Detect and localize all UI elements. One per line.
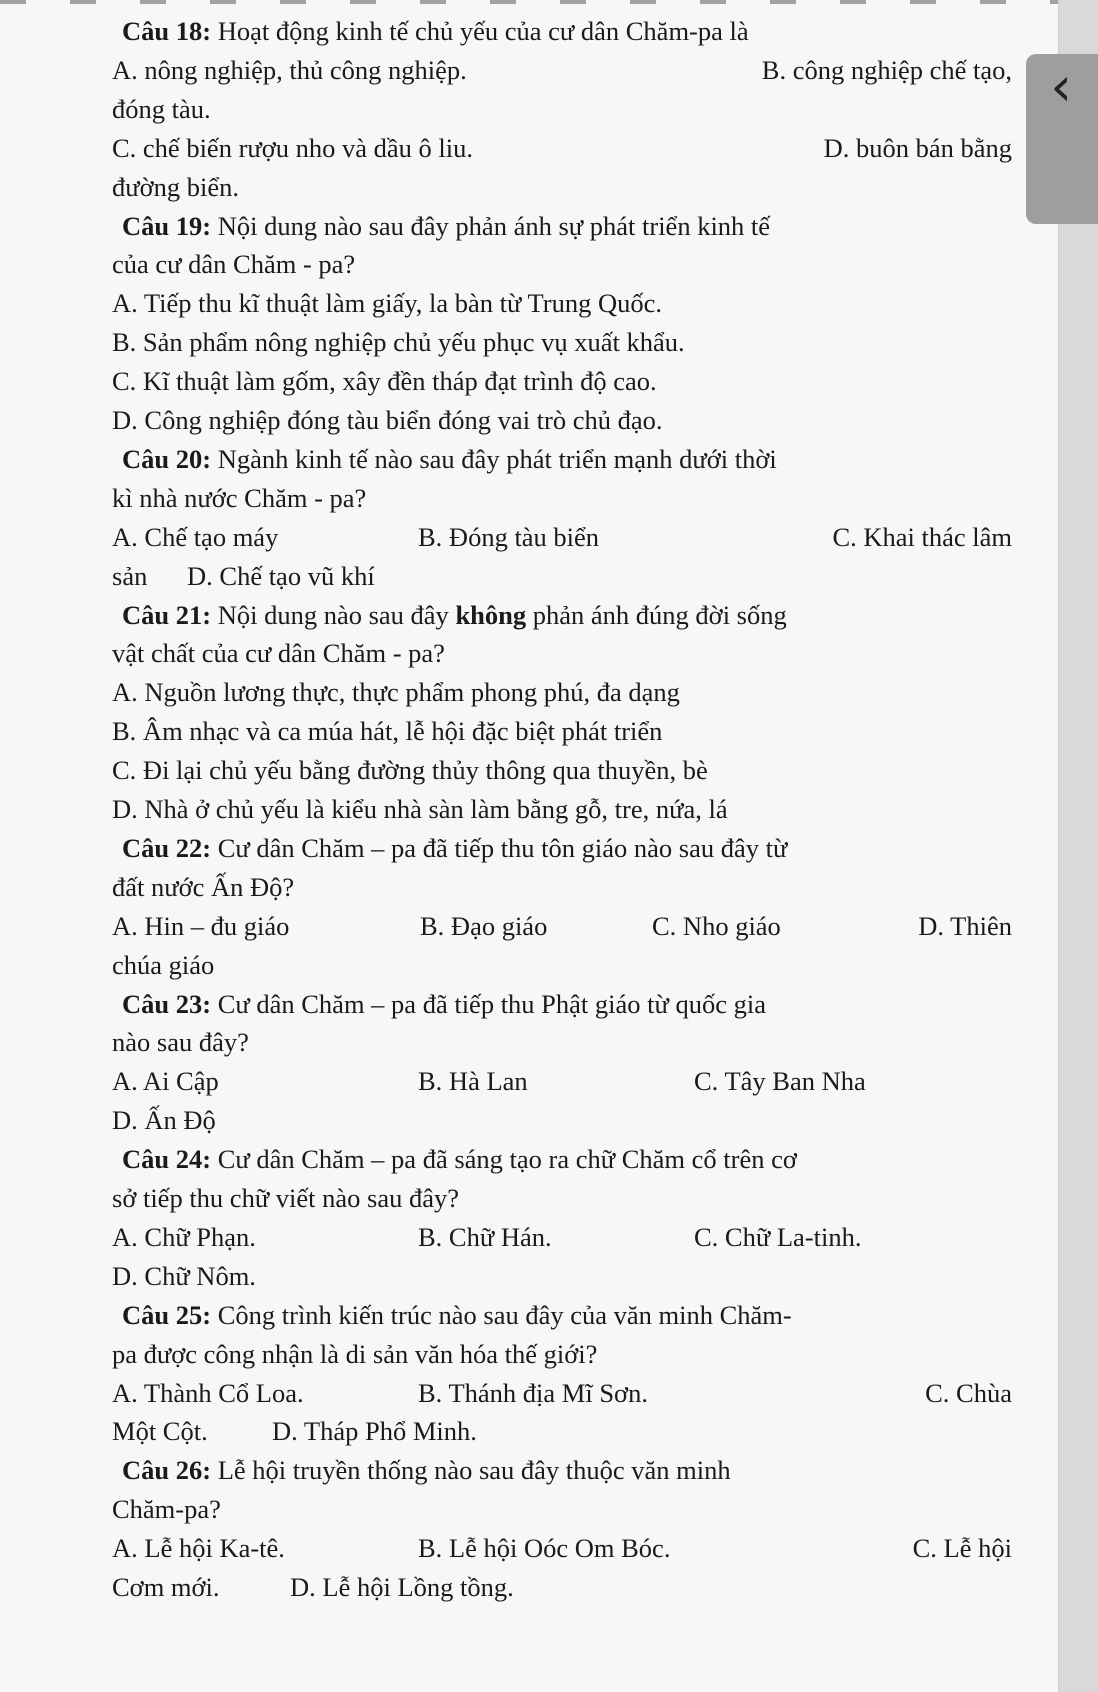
answer-option: D. Chế tạo vũ khí xyxy=(187,560,375,591)
text-run: B. Sản phẩm nông nghiệp chủ yếu phục vụ xuất khẩu. xyxy=(112,327,685,358)
bold-text: Câu 26: xyxy=(122,1455,212,1486)
answer-option: B. Đóng tàu biển xyxy=(418,521,600,552)
answer-line xyxy=(112,1570,220,1604)
answer-line xyxy=(112,948,214,982)
answer-line xyxy=(112,1376,304,1410)
text-run: A. Nguồn lương thực, thực phẩm phong phú, đa dạng xyxy=(112,677,680,708)
answer-option-right: D. buôn bán bằng xyxy=(823,132,1012,163)
answer-line xyxy=(112,325,685,359)
text-run: C. Đi lại chủ yếu bằng đường thủy thông qua thuyền, bè xyxy=(112,755,708,786)
text-run: D. Nhà ở chủ yếu là kiểu nhà sàn làm bằng gỗ, tre, nứa, lá xyxy=(112,794,728,824)
bold-text: Câu 22: xyxy=(122,832,212,863)
answer-option: B. Lễ hội Oóc Om Bóc. xyxy=(418,1533,671,1564)
text-run: A. Chế tạo máy xyxy=(112,521,279,552)
text-run: Cơm mới. xyxy=(112,1572,220,1602)
answer-option: B. Thánh địa Mĩ Sơn. xyxy=(418,1377,648,1408)
answer-option: B. Đạo giáo xyxy=(420,910,548,941)
text-run: sản xyxy=(112,560,148,591)
text-run: Hoạt động kinh tế chủ yếu của cư dân Chăm-pa là xyxy=(211,16,749,46)
answer-line xyxy=(112,1181,459,1215)
back-tab[interactable] xyxy=(1026,54,1098,224)
text-run: A. Ai Cập xyxy=(112,1066,219,1097)
text-run: A. Hin – đu giáo xyxy=(112,910,290,941)
answer-option: D. Lễ hội Lồng tồng. xyxy=(290,1572,514,1602)
bold-text: Câu 20: xyxy=(122,443,212,474)
text-run: Cư dân Chăm – pa đã sáng tạo ra chữ Chăm cổ trên cơ xyxy=(211,1144,797,1175)
answer-line xyxy=(112,403,663,437)
text-run: đường biển. xyxy=(112,171,240,202)
answer-line xyxy=(112,714,662,748)
question-line xyxy=(122,442,777,476)
chevron-left-icon[interactable]: ‹ xyxy=(1050,55,1072,118)
answer-line xyxy=(112,1220,256,1254)
text-run: A. Lễ hội Ka-tê. xyxy=(112,1533,285,1564)
answer-line xyxy=(112,1492,221,1526)
text-run: D. Ấn Độ xyxy=(112,1105,216,1136)
text-run: đóng tàu. xyxy=(112,93,211,124)
answer-option: B. Chữ Hán. xyxy=(418,1221,552,1252)
answer-option: C. Nho giáo xyxy=(652,910,781,941)
bold-text: Câu 19: xyxy=(122,210,212,241)
text-run: Công trình kiến trúc nào sau đây của văn minh Chăm- xyxy=(211,1299,792,1330)
text-run: pa được công nhận là di sản văn hóa thế giới? xyxy=(112,1338,598,1369)
bold-text: không xyxy=(455,599,527,630)
text-run: A. Thành Cổ Loa. xyxy=(112,1377,304,1408)
answer-line xyxy=(112,1414,208,1448)
answer-line xyxy=(112,247,355,281)
text-run: nào sau đây? xyxy=(112,1027,249,1058)
answer-line xyxy=(112,92,211,126)
answer-option-right: B. công nghiệp chế tạo, xyxy=(761,54,1012,85)
answer-line xyxy=(112,870,294,904)
answer-option: C. Tây Ban Nha xyxy=(694,1066,866,1097)
text-run: C. Kĩ thuật làm gốm, xây đền tháp đạt trình độ cao. xyxy=(112,366,657,397)
text-run: B. Âm nhạc và ca múa hát, lễ hội đặc biệt phát triển xyxy=(112,716,663,747)
text-run: Lễ hội truyền thống nào sau đây thuộc văn minh xyxy=(211,1455,731,1486)
text-run: Nội dung nào sau đây phản ánh sự phát triển kinh tế xyxy=(211,210,771,241)
text-run: đất nước Ấn Độ? xyxy=(112,871,295,902)
text-run: D. Công nghiệp đóng tàu biển đóng vai trò chủ đạo. xyxy=(112,405,663,435)
answer-line xyxy=(112,364,657,398)
answer-line xyxy=(112,53,467,87)
answer-option-right: C. Lễ hội xyxy=(912,1533,1012,1564)
question-line xyxy=(122,1298,792,1332)
question-line xyxy=(122,209,770,243)
answer-option-right: C. Chùa xyxy=(925,1377,1012,1408)
answer-option: D. Tháp Phổ Minh. xyxy=(272,1416,477,1447)
bold-text: Câu 23: xyxy=(122,988,212,1019)
cut-off-previous-line xyxy=(0,0,1058,4)
text-run: sở tiếp thu chữ viết nào sau đây? xyxy=(112,1183,460,1213)
answer-line xyxy=(112,1531,285,1565)
answer-line xyxy=(112,286,662,320)
question-line xyxy=(122,14,749,48)
text-run: C. chế biến rượu nho và dầu ô liu. xyxy=(112,132,474,163)
answer-option: C. Chữ La-tinh. xyxy=(694,1221,862,1252)
answer-line xyxy=(112,520,278,554)
answer-line xyxy=(112,481,366,515)
question-line xyxy=(122,987,766,1021)
bold-text: Câu 18: xyxy=(122,16,212,46)
text-run: D. Chữ Nôm. xyxy=(112,1260,256,1291)
answer-line xyxy=(112,675,680,709)
answer-line xyxy=(112,131,473,165)
answer-line xyxy=(112,792,728,826)
answer-line xyxy=(112,170,239,204)
question-line xyxy=(122,1142,797,1176)
text-run: A. Tiếp thu kĩ thuật làm giấy, la bàn từ Trung Quốc. xyxy=(112,288,663,319)
bold-text: Câu 25: xyxy=(122,1299,212,1330)
answer-option: B. Hà Lan xyxy=(418,1066,528,1097)
text-run: kì nhà nước Chăm - pa? xyxy=(112,482,367,513)
text-run: Chăm-pa? xyxy=(112,1494,221,1525)
answer-line xyxy=(112,559,147,593)
text-run: phản ánh đúng đời sống xyxy=(526,599,787,630)
text-run: của cư dân Chăm - pa? xyxy=(112,249,356,280)
answer-line xyxy=(112,909,289,943)
question-line xyxy=(122,831,787,865)
text-run: A. nông nghiệp, thủ công nghiệp. xyxy=(112,54,467,85)
text-run: Nội dung nào sau đây xyxy=(211,599,456,630)
text-run: Ngành kinh tế nào sau đây phát triển mạnh dưới thời xyxy=(211,443,777,474)
bold-text: Câu 24: xyxy=(122,1144,212,1175)
bold-text: Câu 21: xyxy=(122,599,212,630)
text-run: Một Cột. xyxy=(112,1416,208,1447)
answer-line xyxy=(112,636,445,670)
answer-option-right: C. Khai thác lâm xyxy=(832,521,1012,552)
answer-line xyxy=(112,1259,256,1293)
answer-line xyxy=(112,1337,597,1371)
question-line xyxy=(122,598,787,632)
text-run: chúa giáo xyxy=(112,949,215,980)
text-run: Cư dân Chăm – pa đã tiếp thu tôn giáo nào sau đây từ xyxy=(211,832,788,863)
text-run: Cư dân Chăm – pa đã tiếp thu Phật giáo từ quốc gia xyxy=(211,988,767,1019)
text-run: vật chất của cư dân Chăm - pa? xyxy=(112,638,445,669)
answer-line xyxy=(112,753,708,787)
answer-option-right: D. Thiên xyxy=(918,910,1012,941)
answer-line xyxy=(112,1025,249,1059)
question-line xyxy=(122,1453,731,1487)
answer-line xyxy=(112,1103,216,1137)
answer-line xyxy=(112,1064,219,1098)
text-run: A. Chữ Phạn. xyxy=(112,1221,256,1252)
